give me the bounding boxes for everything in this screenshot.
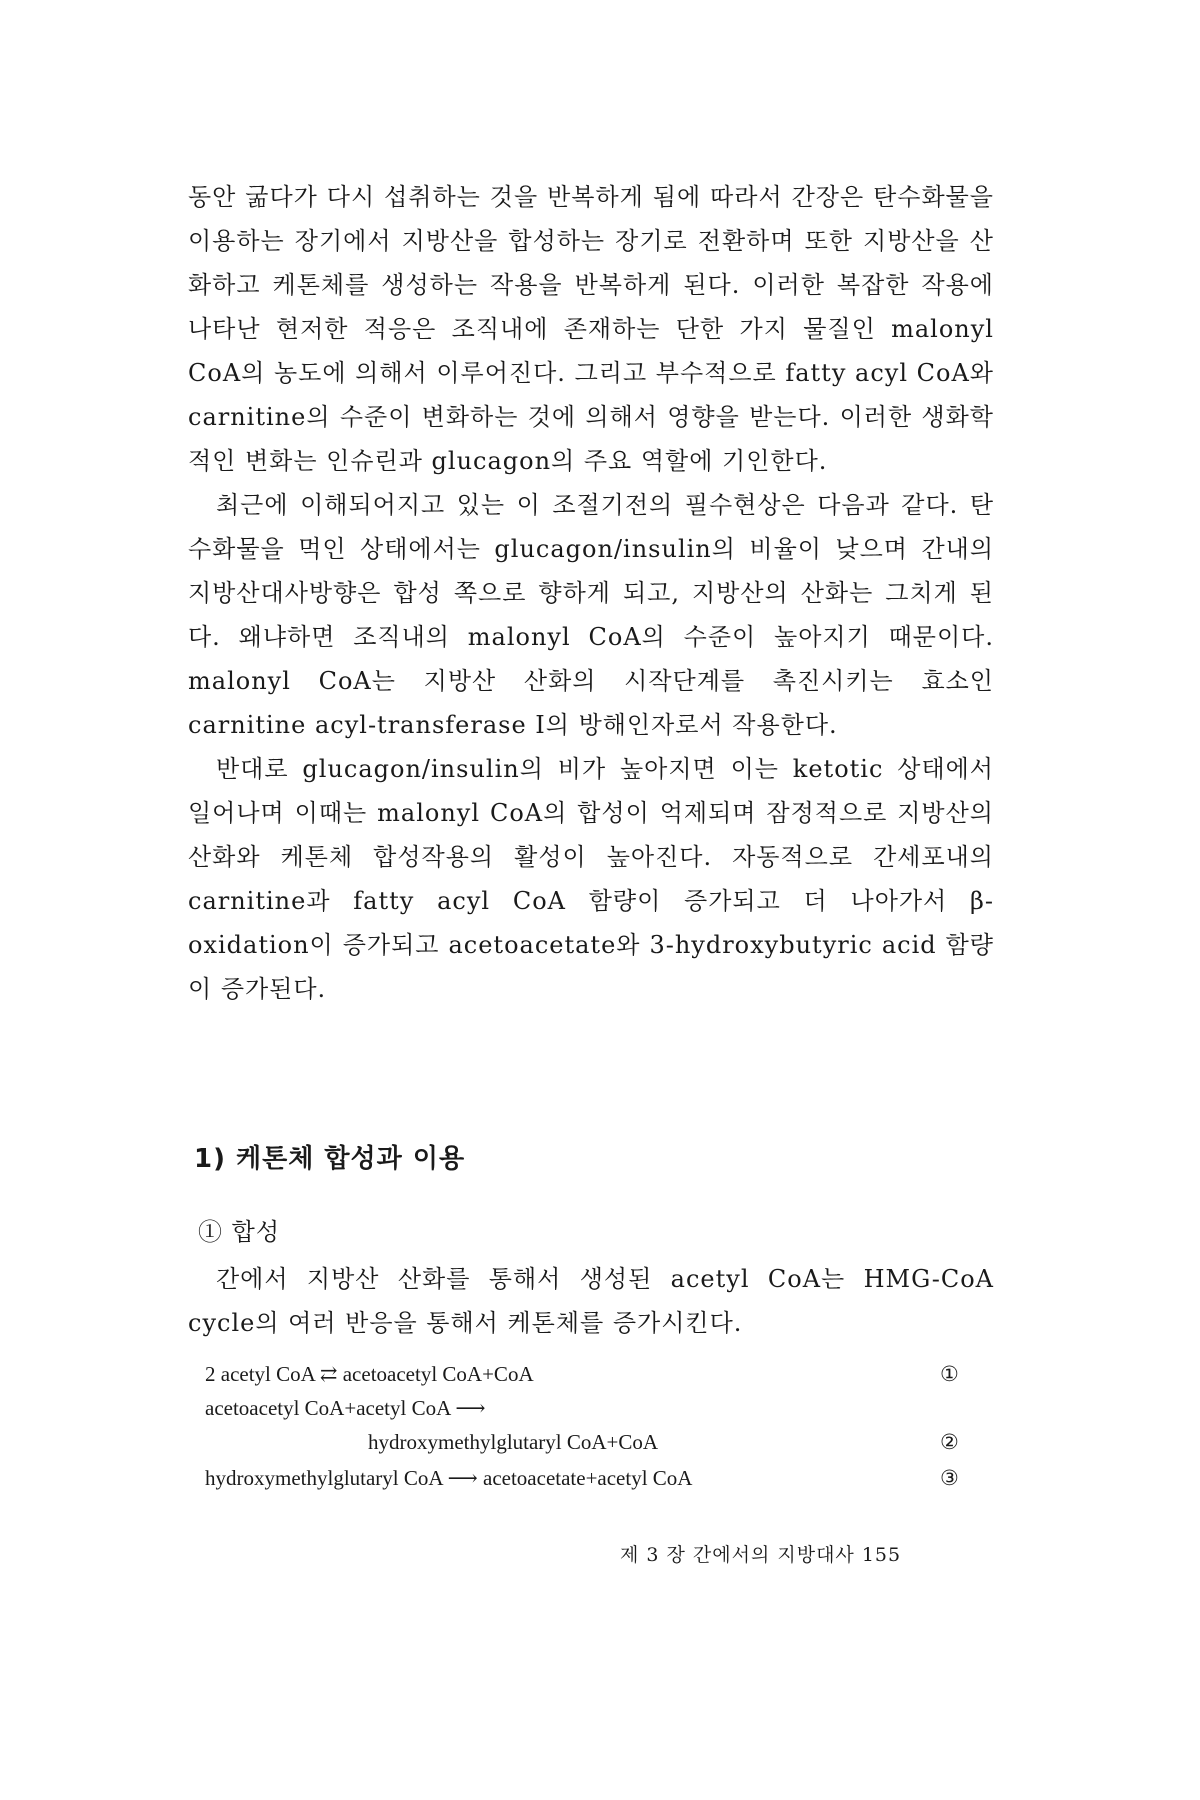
sub-heading: ① 합성: [198, 1218, 280, 1246]
equation-2-number: ②: [940, 1430, 959, 1454]
equation-1-number: ①: [940, 1362, 959, 1386]
equation-3-number: ③: [940, 1466, 959, 1490]
equation-3: hydroxymethylglutaryl CoA ⟶ acetoacetate+acetyl CoA: [205, 1466, 693, 1490]
synthesis-paragraph: 간에서 지방산 산화를 통해서 생성된 acetyl CoA는 HMG-CoA cycle의 여러 반응을 통해서 케톤체를 증가시킨다.: [188, 1265, 994, 1337]
page-footer: 제 3 장 간에서의 지방대사 155: [620, 1544, 902, 1566]
equation-2-line-1: acetoacetyl CoA+acetyl CoA ⟶: [205, 1396, 486, 1420]
equation-2-line-2: hydroxymethylglutaryl CoA+CoA: [368, 1430, 659, 1454]
paragraph-3: 반대로 glucagon/insulin의 비가 높아지면 이는 ketotic 상태에서 일어나며 이때는 malonyl CoA의 합성이 억제되며 잠정적으로 지방산의 산화와 케톤체 합성작용의 활성이 높아진다. 자동적으로 간세포내의 carnitine과 fatty acyl CoA 함량이 증가되고 더 나아가서 β-oxidation이 증가되고 acetoacetate와 3-hydroxybutyric acid 함량이 증가된다.: [188, 755, 994, 1003]
equation-1: 2 acetyl CoA ⇄ acetoacetyl CoA+CoA: [205, 1362, 534, 1386]
paragraph-2: 최근에 이해되어지고 있는 이 조절기전의 필수현상은 다음과 같다. 탄수화물을 먹인 상태에서는 glucagon/insulin의 비율이 낮으며 간내의 지방산대사방향은 합성 쪽으로 향하게 되고, 지방산의 산화는 그치게 된다. 왜냐하면 조직내의 malonyl CoA의 수준이 높아지기 때문이다. malonyl CoA는 지방산 산화의 시작단계를 촉진시키는 효소인 carnitine acyl-transferase I의 방해인자로서 작용한다.: [188, 491, 994, 739]
body-text: [188, 175, 994, 1011]
paragraph-1: 동안 굶다가 다시 섭취하는 것을 반복하게 됨에 따라서 간장은 탄수화물을 이용하는 장기에서 지방산을 합성하는 장기로 전환하며 또한 지방산을 산화하고 케톤체를 생성하는 작용을 반복하게 된다. 이러한 복잡한 작용에 나타난 현저한 적응은 조직내에 존재하는 단한 가지 물질인 malonyl CoA의 농도에 의해서 이루어진다. 그리고 부수적으로 fatty acyl CoA와 carnitine의 수준이 변화하는 것에 의해서 영향을 받는다. 이러한 생화학적인 변화는 인슈린과 glucagon의 주요 역할에 기인한다.: [188, 183, 994, 475]
section-heading: 1) 케톤체 합성과 이용: [194, 1144, 466, 1174]
